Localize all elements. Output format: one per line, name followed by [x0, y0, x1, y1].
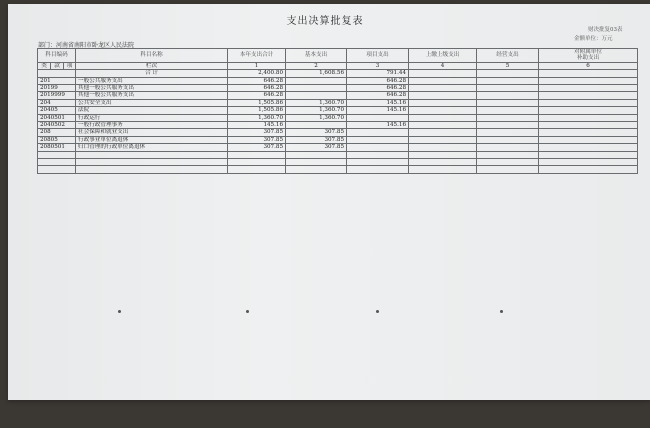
table-row	[38, 122, 638, 129]
row-subsidy	[539, 166, 638, 173]
row-upper	[409, 99, 477, 106]
row-code: 201	[38, 77, 76, 84]
table-row	[38, 136, 638, 143]
table-row	[38, 77, 638, 84]
header-upper: 上缴上级支出	[409, 49, 477, 63]
row-operating	[477, 166, 539, 173]
row-basic: 1,360.70	[286, 107, 347, 114]
row-upper	[409, 144, 477, 151]
row-basic: 1,608.56	[286, 70, 347, 77]
table-row	[38, 107, 638, 114]
header-total: 本年支出合计	[228, 49, 286, 63]
row-project	[347, 136, 409, 143]
col-number: 4	[409, 62, 477, 69]
table-row	[38, 85, 638, 92]
row-name	[76, 159, 228, 166]
row-project	[347, 159, 409, 166]
row-upper	[409, 70, 477, 77]
row-basic: 1,360.70	[286, 99, 347, 106]
col-number: 5	[477, 62, 539, 69]
row-subsidy	[539, 136, 638, 143]
header-basic: 基本支出	[286, 49, 347, 63]
table-row	[38, 151, 638, 158]
row-project: 646.28	[347, 77, 409, 84]
punch-mark	[500, 310, 503, 313]
row-total: 307.85	[228, 129, 286, 136]
col-number: 2	[286, 62, 347, 69]
row-project: 791.44	[347, 70, 409, 77]
row-subsidy	[539, 99, 638, 106]
row-operating	[477, 114, 539, 121]
row-operating	[477, 77, 539, 84]
row-name	[76, 166, 228, 173]
punch-mark	[118, 310, 121, 313]
row-code: 20199	[38, 85, 76, 92]
subheader-column: 栏次	[76, 62, 228, 69]
row-code: 208	[38, 129, 76, 136]
row-upper	[409, 107, 477, 114]
row-upper	[409, 92, 477, 99]
row-name: 一般行政管理事务	[76, 122, 228, 129]
row-subsidy	[539, 70, 638, 77]
row-basic	[286, 166, 347, 173]
row-operating	[477, 99, 539, 106]
punch-mark	[246, 310, 249, 313]
row-subsidy	[539, 159, 638, 166]
row-project: 145.16	[347, 122, 409, 129]
row-total: 646.28	[228, 85, 286, 92]
row-name: 公共安全支出	[76, 99, 228, 106]
row-upper	[409, 151, 477, 158]
col-number: 6	[539, 62, 638, 69]
header-subject-code: 科目编码	[38, 49, 76, 63]
row-subsidy	[539, 151, 638, 158]
table-row	[38, 159, 638, 166]
row-operating	[477, 159, 539, 166]
row-code: 2080501	[38, 144, 76, 151]
row-upper	[409, 159, 477, 166]
row-name: 其他一般公共服务支出	[76, 92, 228, 99]
row-upper	[409, 166, 477, 173]
row-operating	[477, 151, 539, 158]
row-total: 2,400.80	[228, 70, 286, 77]
subheader-section: 项	[64, 62, 76, 69]
row-operating	[477, 85, 539, 92]
row-total: 1,360.70	[228, 114, 286, 121]
row-project	[347, 129, 409, 136]
row-subsidy	[539, 77, 638, 84]
row-subsidy	[539, 129, 638, 136]
row-basic: 307.85	[286, 144, 347, 151]
row-operating	[477, 122, 539, 129]
table-header-row	[38, 49, 638, 63]
row-code: 2040501	[38, 114, 76, 121]
row-operating	[477, 107, 539, 114]
row-subsidy	[539, 92, 638, 99]
row-project: 646.28	[347, 85, 409, 92]
row-basic	[286, 159, 347, 166]
row-total: 307.85	[228, 136, 286, 143]
row-project	[347, 144, 409, 151]
row-code: 20805	[38, 136, 76, 143]
header-project: 项目支出	[347, 49, 409, 63]
header-subject-name: 科目名称	[76, 49, 228, 63]
row-basic: 307.85	[286, 129, 347, 136]
subheader-item: 款	[51, 62, 64, 69]
row-name: 行政运行	[76, 114, 228, 121]
row-operating	[477, 136, 539, 143]
row-upper	[409, 77, 477, 84]
table-row	[38, 99, 638, 106]
department-label: 部门：河南省南阳市卧龙区人民法院	[38, 42, 135, 49]
row-name: 其他一般公共服务支出	[76, 85, 228, 92]
col-number: 1	[228, 62, 286, 69]
row-name: 合 计	[76, 70, 228, 77]
row-name: 法院	[76, 107, 228, 114]
row-subsidy	[539, 122, 638, 129]
row-code	[38, 159, 76, 166]
row-operating	[477, 144, 539, 151]
row-subsidy	[539, 85, 638, 92]
row-code: 2040502	[38, 122, 76, 129]
row-project: 145.16	[347, 99, 409, 106]
row-name	[76, 151, 228, 158]
row-total: 646.28	[228, 77, 286, 84]
row-basic: 1,360.70	[286, 114, 347, 121]
row-code: 2019999	[38, 92, 76, 99]
row-total	[228, 159, 286, 166]
table-row	[38, 166, 638, 173]
row-project: 646.28	[347, 92, 409, 99]
row-total: 1,505.86	[228, 99, 286, 106]
row-subsidy	[539, 114, 638, 121]
header-operating: 经营支出	[477, 49, 539, 63]
row-code	[38, 166, 76, 173]
row-project: 145.16	[347, 107, 409, 114]
table-row	[38, 92, 638, 99]
row-total	[228, 166, 286, 173]
row-subsidy	[539, 144, 638, 151]
row-name: 行政事业单位离退休	[76, 136, 228, 143]
table-subheader-row	[38, 62, 638, 69]
row-total: 1,505.86	[228, 107, 286, 114]
page-title: 支出决算批复表	[286, 16, 364, 27]
row-name: 一般公共服务支出	[76, 77, 228, 84]
row-project	[347, 166, 409, 173]
row-total: 145.16	[228, 122, 286, 129]
row-total: 646.28	[228, 92, 286, 99]
row-operating	[477, 70, 539, 77]
row-code: 204	[38, 99, 76, 106]
amount-unit: 金额单位：万元	[574, 36, 613, 42]
row-basic	[286, 122, 347, 129]
row-operating	[477, 92, 539, 99]
row-basic: 307.85	[286, 136, 347, 143]
row-code: 20405	[38, 107, 76, 114]
row-name: 归口管理的行政单位离退休	[76, 144, 228, 151]
row-upper	[409, 129, 477, 136]
table-row	[38, 114, 638, 121]
row-upper	[409, 85, 477, 92]
table-row	[38, 144, 638, 151]
table-row	[38, 129, 638, 136]
header-subsidy: 对附属单位 补助支出	[539, 49, 638, 63]
row-upper	[409, 122, 477, 129]
row-code	[38, 151, 76, 158]
row-upper	[409, 114, 477, 121]
row-basic	[286, 85, 347, 92]
row-project	[347, 114, 409, 121]
row-basic	[286, 92, 347, 99]
row-basic	[286, 77, 347, 84]
row-upper	[409, 136, 477, 143]
budget-table	[37, 48, 638, 174]
row-basic	[286, 151, 347, 158]
col-number: 3	[347, 62, 409, 69]
form-code: 财决批复03表	[588, 27, 623, 33]
subheader-class: 类	[38, 62, 51, 69]
row-subsidy	[539, 107, 638, 114]
row-code	[38, 70, 76, 77]
row-operating	[477, 129, 539, 136]
row-total	[228, 151, 286, 158]
table-row	[38, 70, 638, 77]
row-project	[347, 151, 409, 158]
row-total: 307.85	[228, 144, 286, 151]
punch-mark	[376, 310, 379, 313]
row-name: 社会保障和就业支出	[76, 129, 228, 136]
